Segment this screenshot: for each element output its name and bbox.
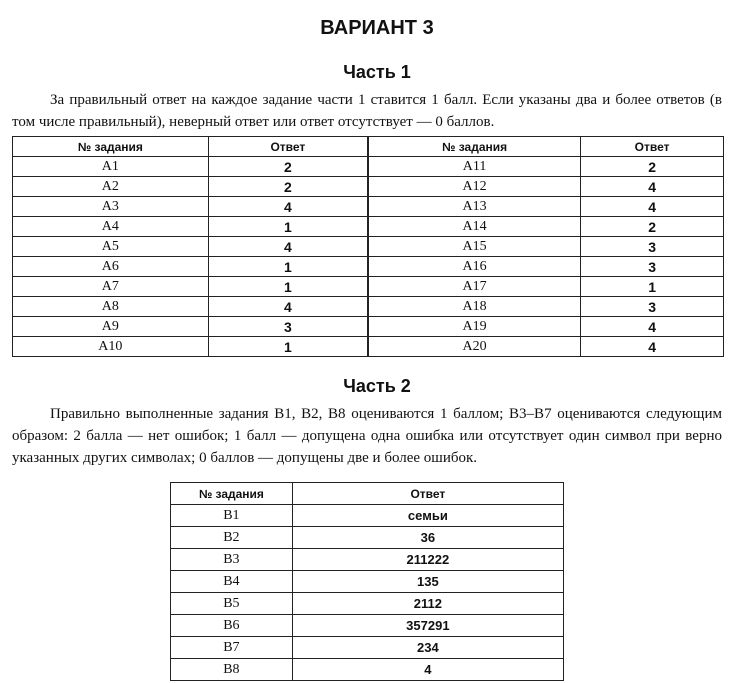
task-number-cell: B7 [171, 637, 293, 659]
answer-cell: 4 [292, 659, 563, 681]
task-number-cell: A3 [13, 197, 209, 217]
table-row [13, 337, 724, 357]
header-task-number: № задания [171, 483, 293, 505]
answer-cell: 2 [208, 157, 368, 177]
task-number-cell: A20 [368, 337, 581, 357]
header-task-number: № задания [368, 137, 581, 157]
part2-intro: Правильно выполненные задания B1, B2, B8 оцениваются 1 баллом; B3–B7 оцениваются следующим образом: 2 балла — нет ошибок; 1 балл — допущена одна ошибка или отсутствует один символ при верно указанных других символах; 0 баллов — допущены две и более ошибок. [12, 406, 722, 466]
answer-cell: 1 [208, 217, 368, 237]
answer-cell: 2 [208, 177, 368, 197]
table-row [13, 317, 724, 337]
answer-cell: 3 [581, 297, 724, 317]
task-number-cell: A8 [13, 297, 209, 317]
task-number-cell: B3 [171, 549, 293, 571]
task-number-cell: B2 [171, 527, 293, 549]
task-number-cell: A13 [368, 197, 581, 217]
answer-cell: 1 [581, 277, 724, 297]
part1-answer-table [12, 136, 724, 357]
task-number-cell: A17 [368, 277, 581, 297]
header-answer: Ответ [581, 137, 724, 157]
answer-cell: 3 [208, 317, 368, 337]
answer-cell: 4 [581, 197, 724, 217]
table-row [13, 197, 724, 217]
table-row [13, 237, 724, 257]
task-number-cell: A19 [368, 317, 581, 337]
task-number-cell: A5 [13, 237, 209, 257]
task-number-cell: B6 [171, 615, 293, 637]
task-number-cell: A11 [368, 157, 581, 177]
answer-cell: 211222 [292, 549, 563, 571]
answer-cell: 36 [292, 527, 563, 549]
table-row [171, 659, 564, 681]
table-row [13, 177, 724, 197]
page-title: ВАРИАНТ 3 [320, 17, 434, 39]
table-row [13, 257, 724, 277]
answer-cell: 1 [208, 337, 368, 357]
table-header-row [171, 483, 564, 505]
answer-cell: 135 [292, 571, 563, 593]
answer-cell: 3 [581, 237, 724, 257]
answer-cell: 4 [581, 337, 724, 357]
task-number-cell: A15 [368, 237, 581, 257]
task-number-cell: A2 [13, 177, 209, 197]
task-number-cell: A1 [13, 157, 209, 177]
part1-heading: Часть 1 [343, 62, 411, 82]
task-number-cell: B1 [171, 505, 293, 527]
header-task-number: № задания [13, 137, 209, 157]
answer-cell: 357291 [292, 615, 563, 637]
answer-cell: 1 [208, 257, 368, 277]
answer-cell: 4 [581, 177, 724, 197]
table-row [171, 527, 564, 549]
answer-cell: 3 [581, 257, 724, 277]
answer-cell: 234 [292, 637, 563, 659]
task-number-cell: A14 [368, 217, 581, 237]
table-row [13, 297, 724, 317]
answer-cell: 4 [208, 297, 368, 317]
table-row [171, 615, 564, 637]
table-row [13, 157, 724, 177]
answer-cell: 4 [581, 317, 724, 337]
answer-cell: 2 [581, 157, 724, 177]
table-row [13, 277, 724, 297]
header-answer: Ответ [292, 483, 563, 505]
part2-answer-table [170, 482, 564, 681]
task-number-cell: A12 [368, 177, 581, 197]
answer-cell: 4 [208, 197, 368, 217]
table-row [171, 549, 564, 571]
header-answer: Ответ [208, 137, 368, 157]
part2-heading: Часть 2 [343, 376, 411, 396]
table-header-row [13, 137, 724, 157]
table-row [171, 505, 564, 527]
task-number-cell: A7 [13, 277, 209, 297]
answer-cell: 2 [581, 217, 724, 237]
part1-intro: За правильный ответ на каждое задание части 1 ставится 1 балл. Если указаны два и более ответов (в том числе правильный), неверный ответ или ответ отсутствует — 0 баллов. [12, 92, 722, 130]
answer-cell: 4 [208, 237, 368, 257]
task-number-cell: A16 [368, 257, 581, 277]
task-number-cell: B4 [171, 571, 293, 593]
task-number-cell: A9 [13, 317, 209, 337]
task-number-cell: A6 [13, 257, 209, 277]
table-row [171, 571, 564, 593]
task-number-cell: B5 [171, 593, 293, 615]
task-number-cell: A4 [13, 217, 209, 237]
table-row [171, 637, 564, 659]
table-row [171, 593, 564, 615]
answer-cell: семьи [292, 505, 563, 527]
task-number-cell: A18 [368, 297, 581, 317]
answer-cell: 2112 [292, 593, 563, 615]
task-number-cell: B8 [171, 659, 293, 681]
answer-cell: 1 [208, 277, 368, 297]
table-row [13, 217, 724, 237]
task-number-cell: A10 [13, 337, 209, 357]
